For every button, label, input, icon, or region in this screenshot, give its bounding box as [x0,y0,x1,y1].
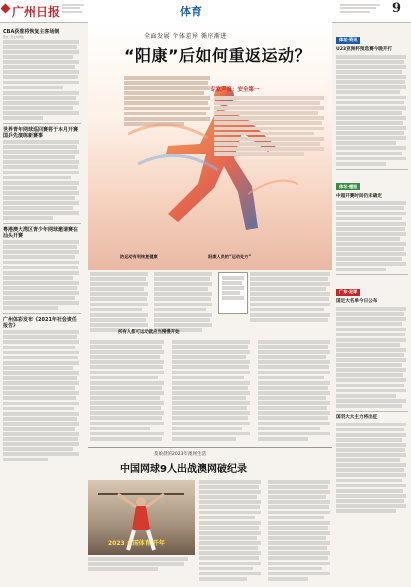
right-column [336,26,408,582]
left-headline-3: 粤港澳大湾区青少年网球邀请赛在汕头开赛 [3,227,79,240]
left-headline-1: CBA获准将恢复主客场制 [3,29,60,35]
masthead-meta [62,4,88,14]
gymnast-photo [88,480,195,555]
expert-voice-tag: 专家声音：安全第一 [210,87,260,93]
article-col-2 [154,272,214,333]
subhead-everyone: 所有人都可运动就应当慢慢开始 [118,330,180,335]
article-col-6 [258,340,332,442]
left-headline-2: 世界青年网球巡回赛将于本月开赛 国乒先演练新赛事 [3,127,79,139]
section-title: 体育 [180,5,202,18]
left-body-2 [3,140,81,220]
left-body-3 [3,240,81,310]
page-number: 9 [392,1,402,16]
right-headline-1: U23亚洲杯预选赛今晚开打 [336,47,393,52]
left-body-4 [3,330,81,461]
article-col-5 [172,340,252,442]
photo-caption [88,557,195,572]
subhead-prescription: 阳康人员的“运动处方” [208,254,252,259]
photo-overlay-text: 2023 全国体育 开年 [108,540,165,547]
right-tag-1: 体坛·资讯 [336,37,360,44]
section-divider [88,447,332,448]
right-body-4 [336,423,408,513]
bottom-headline: 中国网球9人出战澳网破纪录 [120,464,247,475]
right-tag-2: 体坛·播报 [336,183,360,190]
article-col-1 [90,272,150,333]
right-body-1 [336,55,408,166]
right-headline-3: 国足大名单今日公布 [336,299,378,305]
left-headline-4: 广州体彩发布《2021年社会责任报告》 [3,317,77,330]
logo-icon [1,4,11,14]
article-col-4 [90,340,166,442]
left-column [3,26,81,582]
left-sub-1: 预计三月上旬开始 [3,36,24,39]
right-body-2 [336,201,408,271]
masthead [0,0,411,23]
right-tag-3: 广东·足球 [336,289,360,296]
hero-feature [88,22,332,270]
bottom-col-2 [268,480,332,582]
article-col-3 [250,272,332,323]
right-headline-4: 国羽大大主力将出征 [336,414,378,420]
left-body-1 [3,40,81,120]
info-box [218,272,248,314]
masthead-meta-right [340,4,386,14]
subhead-recovery: 防运动有利恢复健康 [120,254,158,259]
right-body-3 [336,307,408,408]
expert-text [214,96,326,157]
paper-logo: 广州日报 [12,5,61,19]
right-headline-2: 中超开赛时间仍未确定 [336,193,382,199]
bottom-kicker: 莫娘晨的2023年澳网生活 [154,452,206,457]
bottom-col-1 [199,480,263,582]
hero-kicker: 全面发展 个体差异 循序渐进 [144,33,227,40]
hero-headline: “阳康”后如何重返运动？ [124,46,312,65]
